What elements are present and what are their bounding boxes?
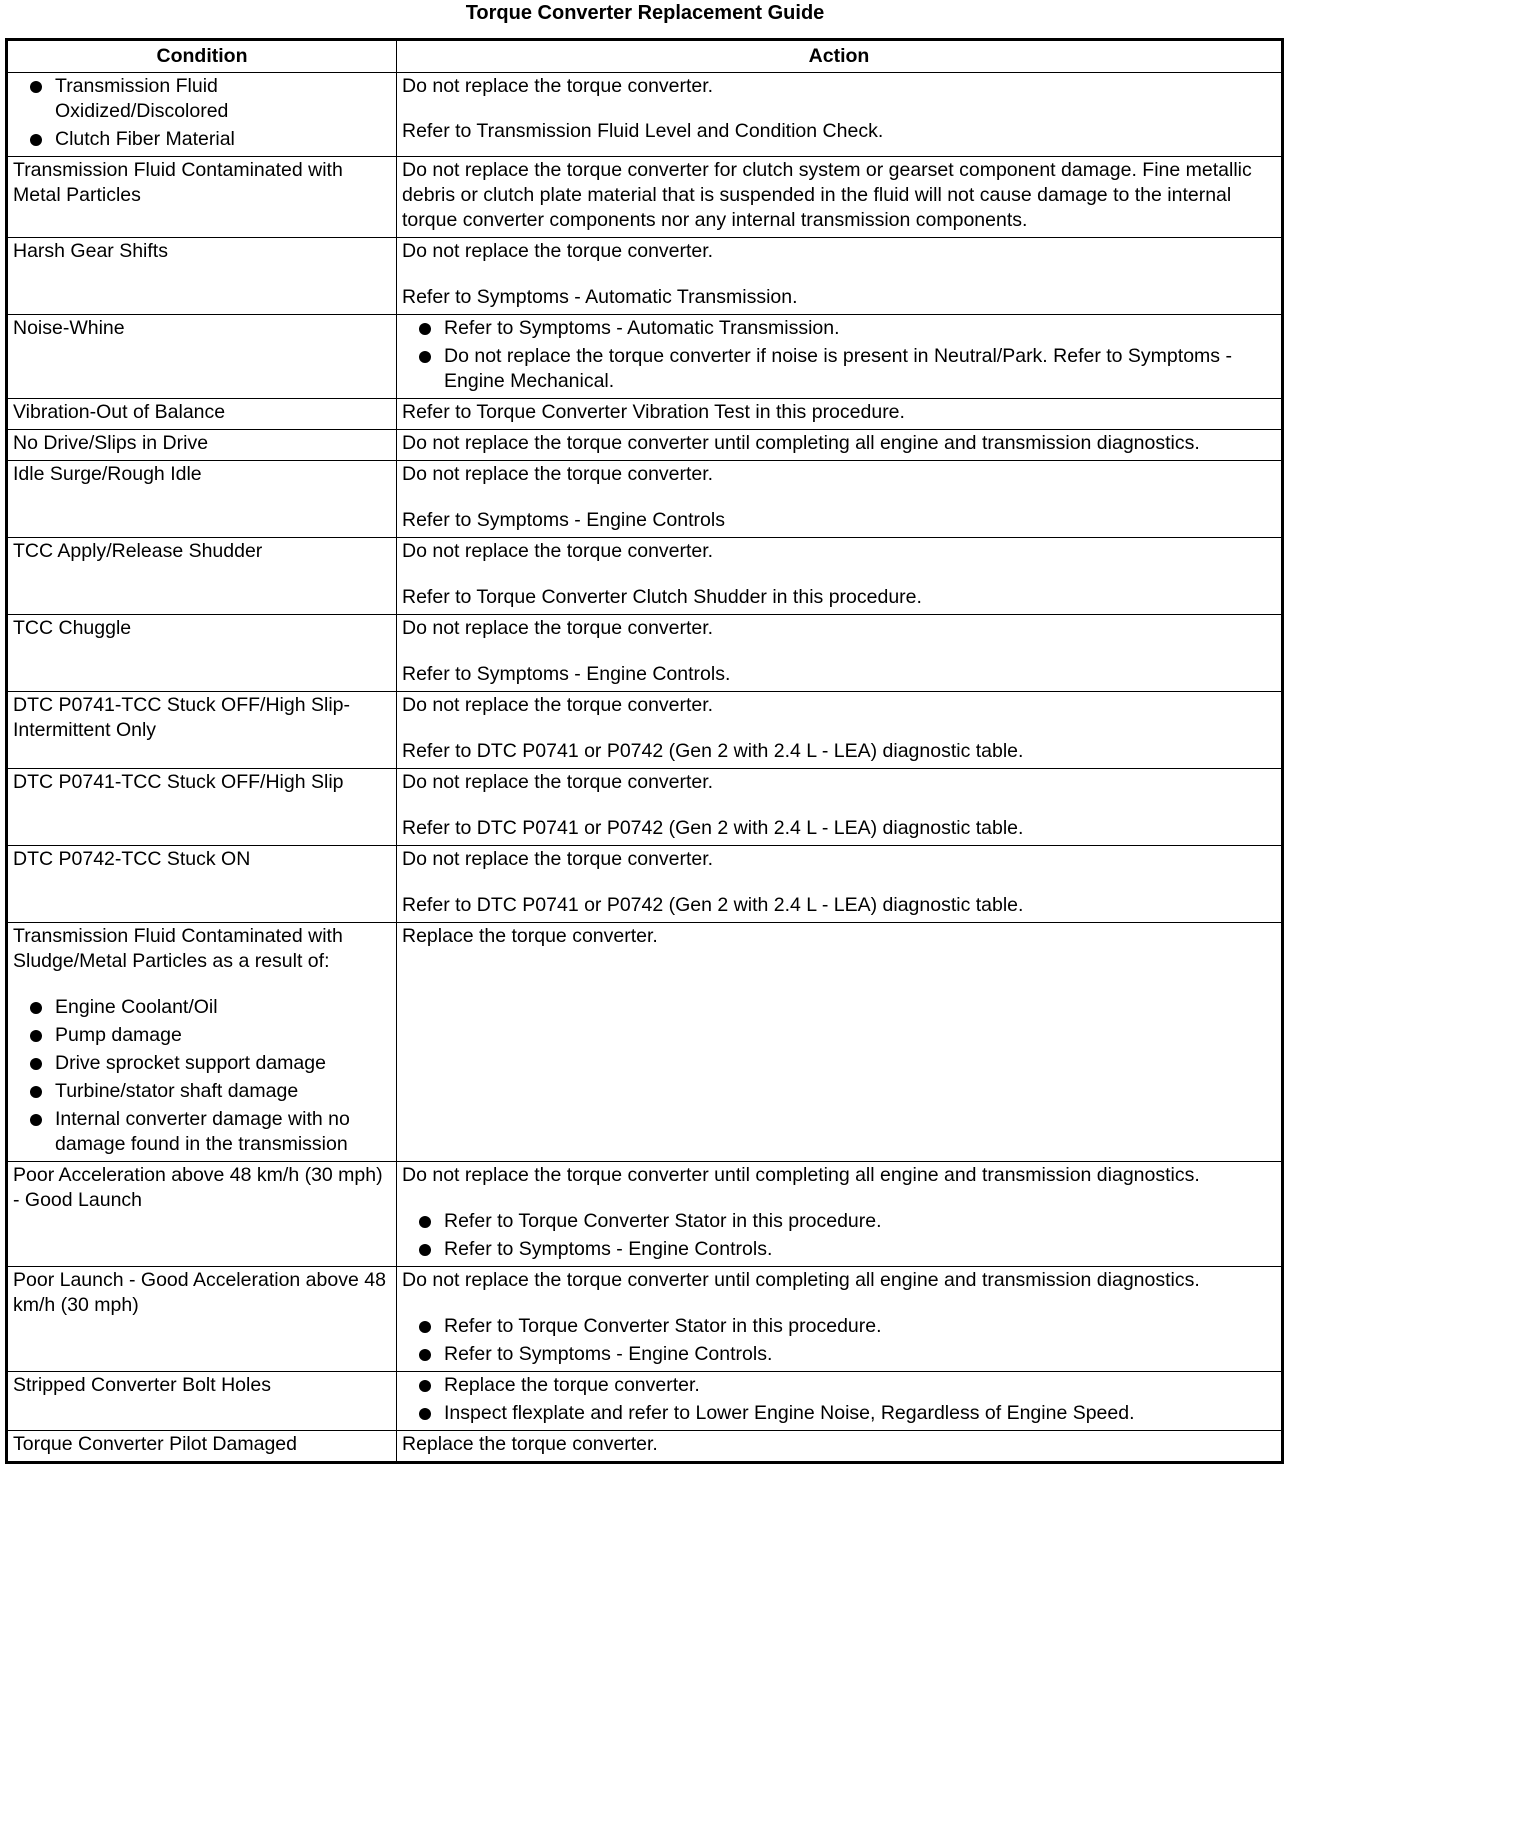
- condition-cell: [7, 461, 397, 538]
- condition-text: DTC P0742-TCC Stuck ON: [13, 848, 251, 870]
- action-text: Do not replace the torque converter.: [402, 463, 714, 485]
- action-cell: [397, 1162, 1283, 1267]
- condition-cell: [7, 769, 397, 846]
- action-bullet-list: [402, 1314, 1276, 1367]
- table-row: [7, 846, 1283, 923]
- table-row: [7, 430, 1283, 461]
- action-bullet: Do not replace the torque converter if noise is present in Neutral/Park. Refer to Symptoms - Engine Mechanical.: [402, 344, 1276, 394]
- action-text: Refer to Symptoms - Engine Controls: [402, 509, 725, 531]
- condition-text: Torque Converter Pilot Damaged: [13, 1433, 297, 1455]
- condition-text: Transmission Fluid Contaminated with Metal Particles: [13, 159, 343, 206]
- replacement-guide-table: [5, 38, 1284, 1464]
- action-text: Replace the torque converter.: [402, 1433, 658, 1455]
- action-cell: [397, 769, 1283, 846]
- action-bullet: Refer to Symptoms - Engine Controls.: [402, 1237, 1276, 1262]
- table-row: [7, 923, 1283, 1162]
- condition-cell: [7, 846, 397, 923]
- action-cell: [397, 538, 1283, 615]
- action-text: Refer to DTC P0741 or P0742 (Gen 2 with 2.4 L - LEA) diagnostic table.: [402, 894, 1024, 916]
- condition-bullet-list: [13, 995, 391, 1157]
- action-cell: [397, 315, 1283, 399]
- condition-cell: [7, 923, 397, 1162]
- condition-text: Vibration-Out of Balance: [13, 401, 226, 423]
- condition-bullet: Engine Coolant/Oil: [13, 995, 391, 1020]
- condition-cell: [7, 157, 397, 238]
- action-text: Replace the torque converter.: [402, 925, 658, 947]
- condition-bullet: Transmission Fluid Oxidized/Discolored: [13, 74, 391, 124]
- action-text: Do not replace the torque converter.: [402, 771, 714, 793]
- condition-bullet-list: [13, 74, 391, 152]
- table-row: [7, 315, 1283, 399]
- table-header-row: [7, 40, 1283, 73]
- condition-text: Poor Acceleration above 48 km/h (30 mph) - Good Launch: [13, 1164, 383, 1211]
- table-row: [7, 1267, 1283, 1372]
- condition-text: Transmission Fluid Contaminated with Sludge/Metal Particles as a result of:: [13, 925, 343, 972]
- action-cell: [397, 430, 1283, 461]
- action-cell: [397, 692, 1283, 769]
- condition-cell: [7, 315, 397, 399]
- page-title: Torque Converter Replacement Guide: [465, 2, 825, 24]
- condition-text: Poor Launch - Good Acceleration above 48 km/h (30 mph): [13, 1269, 386, 1316]
- action-text: Do not replace the torque converter until completing all engine and transmission diagnostics.: [402, 432, 1200, 454]
- action-cell: [397, 461, 1283, 538]
- condition-header: Condition: [7, 40, 397, 73]
- action-text: Do not replace the torque converter.: [402, 540, 714, 562]
- condition-cell: [7, 430, 397, 461]
- action-bullet: Refer to Symptoms - Engine Controls.: [402, 1342, 1276, 1367]
- table-row: [7, 615, 1283, 692]
- action-text: Do not replace the torque converter.: [402, 75, 714, 97]
- condition-bullet: Drive sprocket support damage: [13, 1051, 391, 1076]
- table-row: [7, 692, 1283, 769]
- action-bullet: Refer to Torque Converter Stator in this procedure.: [402, 1314, 1276, 1339]
- action-bullet-list: [402, 316, 1276, 394]
- condition-cell: [7, 73, 397, 157]
- action-bullet-list: [402, 1373, 1276, 1426]
- action-text: Do not replace the torque converter until completing all engine and transmission diagnostics.: [402, 1269, 1200, 1291]
- action-cell: [397, 399, 1283, 430]
- condition-cell: [7, 538, 397, 615]
- condition-cell: [7, 1431, 397, 1463]
- action-text: Refer to Symptoms - Automatic Transmission.: [402, 286, 798, 308]
- condition-bullet: Clutch Fiber Material: [13, 127, 391, 152]
- action-text: Do not replace the torque converter.: [402, 240, 714, 262]
- action-cell: [397, 1267, 1283, 1372]
- table-row: [7, 73, 1283, 157]
- action-text: Do not replace the torque converter.: [402, 848, 714, 870]
- action-text: Refer to Symptoms - Engine Controls.: [402, 663, 731, 685]
- condition-bullet: Internal converter damage with no damage found in the transmission: [13, 1107, 391, 1157]
- condition-text: No Drive/Slips in Drive: [13, 432, 209, 454]
- table-row: [7, 538, 1283, 615]
- action-cell: [397, 157, 1283, 238]
- table-row: [7, 461, 1283, 538]
- table-row: [7, 1431, 1283, 1463]
- action-cell: [397, 615, 1283, 692]
- table-row: [7, 238, 1283, 315]
- condition-text: Noise-Whine: [13, 317, 125, 339]
- table-row: [7, 1372, 1283, 1431]
- table-row: [7, 399, 1283, 430]
- action-text: Refer to Torque Converter Clutch Shudder in this procedure.: [402, 586, 922, 608]
- condition-text: DTC P0741-TCC Stuck OFF/High Slip-Intermittent Only: [13, 694, 350, 741]
- condition-cell: [7, 238, 397, 315]
- action-bullet: Replace the torque converter.: [402, 1373, 1276, 1398]
- action-text: Refer to DTC P0741 or P0742 (Gen 2 with 2.4 L - LEA) diagnostic table.: [402, 740, 1024, 762]
- action-bullet: Refer to Symptoms - Automatic Transmission.: [402, 316, 1276, 341]
- action-header: Action: [397, 40, 1283, 73]
- condition-bullet: Turbine/stator shaft damage: [13, 1079, 391, 1104]
- condition-text: Stripped Converter Bolt Holes: [13, 1374, 271, 1396]
- condition-text: DTC P0741-TCC Stuck OFF/High Slip: [13, 771, 344, 793]
- condition-text: TCC Apply/Release Shudder: [13, 540, 263, 562]
- action-cell: [397, 238, 1283, 315]
- action-bullet: Inspect flexplate and refer to Lower Engine Noise, Regardless of Engine Speed.: [402, 1401, 1276, 1426]
- action-text: Do not replace the torque converter.: [402, 617, 714, 639]
- action-text: Refer to Transmission Fluid Level and Condition Check.: [402, 120, 884, 142]
- action-text: Refer to DTC P0741 or P0742 (Gen 2 with 2.4 L - LEA) diagnostic table.: [402, 817, 1024, 839]
- action-cell: [397, 846, 1283, 923]
- condition-cell: [7, 615, 397, 692]
- condition-text: Idle Surge/Rough Idle: [13, 463, 202, 485]
- condition-text: TCC Chuggle: [13, 617, 132, 639]
- action-cell: [397, 923, 1283, 1162]
- condition-bullet: Pump damage: [13, 1023, 391, 1048]
- action-text: Do not replace the torque converter.: [402, 694, 714, 716]
- action-cell: [397, 1372, 1283, 1431]
- action-text: Do not replace the torque converter until completing all engine and transmission diagnostics.: [402, 1164, 1200, 1186]
- action-bullet-list: [402, 1209, 1276, 1262]
- action-cell: [397, 73, 1283, 157]
- condition-cell: [7, 1372, 397, 1431]
- condition-cell: [7, 399, 397, 430]
- condition-cell: [7, 692, 397, 769]
- condition-cell: [7, 1267, 397, 1372]
- action-text: Refer to Torque Converter Vibration Test in this procedure.: [402, 401, 905, 423]
- table-row: [7, 157, 1283, 238]
- action-bullet: Refer to Torque Converter Stator in this procedure.: [402, 1209, 1276, 1234]
- action-cell: [397, 1431, 1283, 1463]
- condition-cell: [7, 1162, 397, 1267]
- table-row: [7, 769, 1283, 846]
- action-text: Do not replace the torque converter for clutch system or gearset component damage. Fine metallic debris or clutch plate material that is suspended in the fluid will not cause damage to the internal torque converter components nor any internal transmission components.: [402, 159, 1252, 231]
- table-row: [7, 1162, 1283, 1267]
- condition-text: Harsh Gear Shifts: [13, 240, 168, 262]
